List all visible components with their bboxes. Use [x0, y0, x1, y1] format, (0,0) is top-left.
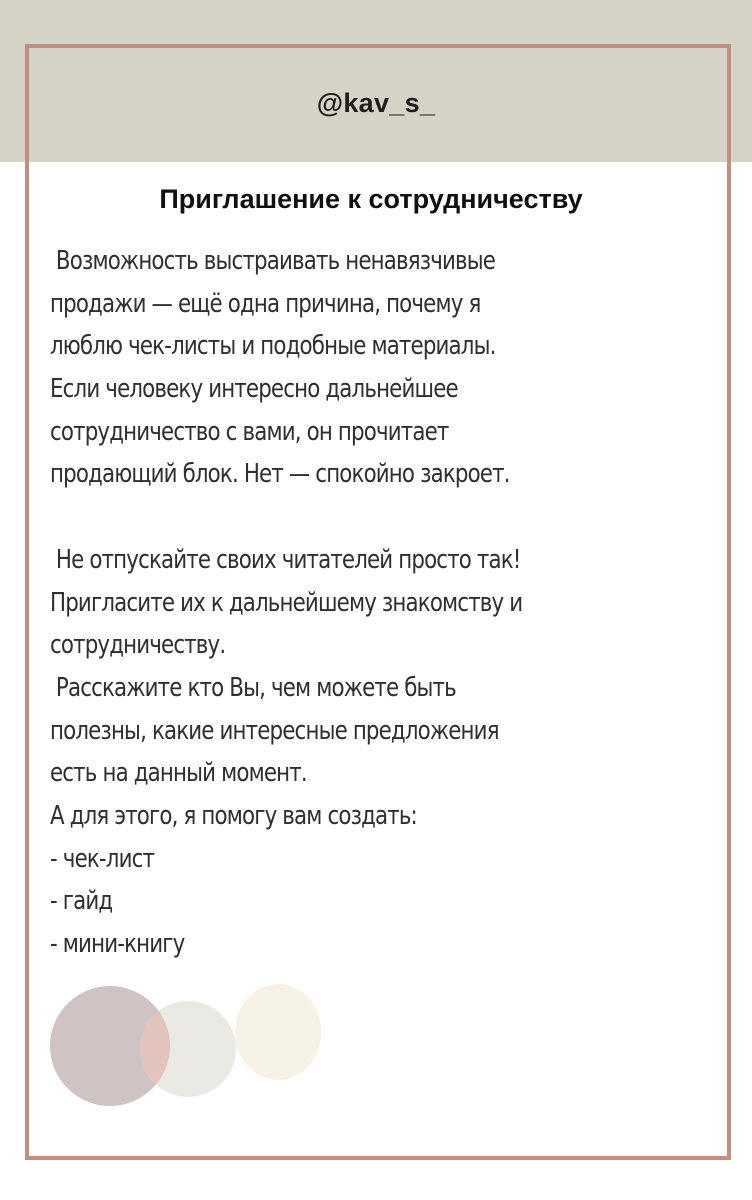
body-line: Не отпускайте своих читателей просто так! — [50, 544, 521, 575]
body-text — [50, 240, 673, 966]
body-line: сотрудничество с вами, он прочитает — [50, 416, 449, 447]
decorative-circles — [50, 982, 330, 1112]
page-title: Приглашение к сотрудничеству — [159, 184, 583, 214]
circle-cream — [235, 984, 321, 1080]
body-line: Расскажите кто Вы, чем можете быть — [50, 672, 456, 703]
body-line-empty — [50, 496, 673, 539]
body-line: полезны, какие интересные предложения — [50, 715, 499, 746]
author-handle: @kav_s_ — [316, 88, 436, 118]
list-item-minibook: - мини-книгу — [50, 929, 185, 959]
body-line: Пригласите их к дальнейшему знакомству и — [50, 587, 523, 618]
body-line: продающий блок. Нет — спокойно закроет. — [50, 459, 510, 490]
body-line: Возможность выстраивать ненавязчивые — [50, 246, 496, 276]
body-line: Если человеку интересно дальнейшее — [50, 374, 458, 405]
list-item-guide: - гайд — [50, 886, 113, 917]
body-line: сотрудничеству. — [50, 630, 226, 661]
body-line: продажи — ещё одна причина, почему я — [50, 288, 481, 319]
body-line: есть на данный момент. — [50, 758, 307, 789]
list-item-checklist: - чек-лист — [50, 843, 155, 874]
body-line: А для этого, я помогу вам создать: — [50, 800, 417, 831]
body-line: люблю чек-листы и подобные материалы. — [50, 331, 496, 362]
